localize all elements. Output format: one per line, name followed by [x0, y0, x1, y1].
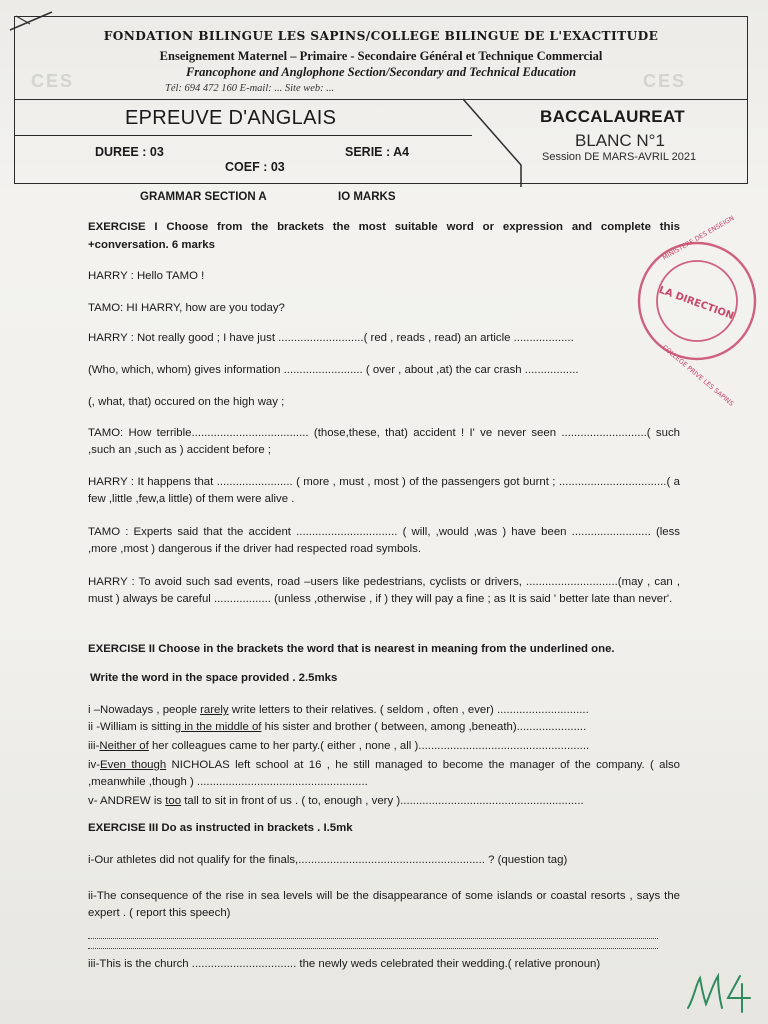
exercise-3-item: ii-The consequence of the rise in sea levels will be the disappearance of some islands or coastal resorts , says the expert . ( report this speech) — [88, 890, 680, 919]
exercise-2-item — [88, 704, 589, 716]
svg-text:MINISTERE DES ENSEIGN: MINISTERE DES ENSEIGN — [661, 214, 736, 262]
section-title: GRAMMAR SECTION A — [140, 191, 267, 203]
dialogue-line: (, what, that) occured on the high way ; — [88, 396, 285, 408]
dialogue-paragraph: HARRY : It happens that ........................ ( more , must , most ) of the passengers got burnt ; ..................................( a few ,little ,few,a little) of them were alive . — [88, 476, 680, 505]
section-marks: IO MARKS — [338, 191, 396, 203]
item-text: i –Nowadays , people — [88, 704, 201, 716]
series-label: SERIE : A4 — [345, 145, 410, 159]
logo-watermark-right: CES — [643, 71, 687, 91]
dialogue-paragraph: TAMO: How terrible..................................... (those,these, that) accident ! I' ve never seen ...........................( such ,such an ,such as ) accident before ; — [88, 427, 680, 456]
exercise-2-item — [88, 795, 584, 807]
dialogue-line: TAMO: HI HARRY, how are you today? — [88, 302, 285, 314]
bac-label: BACCALAUREAT — [540, 107, 685, 126]
svg-text:LA DIRECTION: LA DIRECTION — [657, 284, 736, 323]
underlined-word: Neither of — [99, 740, 149, 752]
item-text: tall to sit in front of us . ( to, enough , very ).......................................................... — [181, 795, 584, 807]
dialogue-line: HARRY : Hello TAMO ! — [88, 270, 205, 282]
coefficient-label: COEF : 03 — [225, 160, 285, 174]
item-text: his sister and brother ( between, among ,beneath)...................... — [261, 721, 587, 733]
exam-title: EPREUVE D'ANGLAIS — [125, 107, 337, 129]
header-box — [14, 16, 748, 184]
exercise-3-item: i-Our athletes did not qualify for the finals,........................................................... ? (question tag) — [88, 854, 568, 866]
dialogue-paragraph: TAMO : Experts said that the accident ................................ ( will, ,would ,was ) have been ......................... (less ,more ,most ) dangerous if the driver had respected road symbols. — [88, 526, 680, 555]
dialogue-line: HARRY : Not really good ; I have just ...........................( red , reads , read) an article ................... — [88, 332, 574, 344]
handwritten-mark — [684, 970, 756, 1014]
header-divider — [15, 99, 747, 100]
answer-line — [88, 938, 658, 939]
dialogue-line: (Who, which, whom) gives information ......................... ( over , about ,at) the car crash ................. — [88, 364, 579, 376]
session-label: Session DE MARS-AVRIL 2021 — [542, 151, 697, 163]
duration-label: DUREE : 03 — [95, 145, 164, 159]
dialogue-paragraph: HARRY : To avoid such sad events, road –users like pedestrians, cyclists or drivers, .............................(may , can , must ) always be careful .................. (unless ,otherwise , if ) they will pay a fine ; as It is said ' better late than never'. — [88, 576, 680, 605]
exercise-2-item — [88, 740, 589, 752]
exercise-2-item — [88, 757, 680, 791]
header-divider-left — [15, 135, 472, 136]
header-slant-line — [463, 99, 523, 187]
underlined-word: rarely — [200, 704, 229, 716]
item-text: iii- — [88, 740, 100, 752]
school-stamp — [634, 214, 760, 408]
answer-line — [88, 948, 658, 949]
item-text: write letters to their relatives. ( seldom , often , ever) ............................. — [228, 704, 589, 716]
exercise-2-item — [88, 721, 586, 733]
logo-watermark-left: CES — [31, 71, 75, 91]
item-text: v- ANDREW is — [88, 795, 166, 807]
underlined-word: Even though — [100, 759, 167, 771]
levels-line: Enseignement Maternel – Primaire - Secondaire Général et Technique Commercial — [159, 49, 603, 63]
exercise-2-title: EXERCISE II Choose in the brackets the word that is nearest in meaning from the underlined one. — [88, 643, 615, 655]
exercise-3-item: iii-This is the church ................................. the newly weds celebrated their wedding.( relative pronoun) — [88, 958, 601, 970]
exercise-2-subtitle: Write the word in the space provided . 2.5mks — [90, 672, 338, 684]
item-text: her colleagues came to her party.( either , none , all )...................................................... — [148, 740, 590, 752]
foundation-name: FONDATION BILINGUE LES SAPINS/COLLEGE BILINGUE DE L'EXACTITUDE — [103, 29, 659, 43]
blanc-label: BLANC N°1 — [575, 131, 665, 150]
svg-text:COLLEGE PRIVE LES SAPINS: COLLEGE PRIVE LES SAPINS — [660, 343, 736, 408]
underlined-word: in the middle of — [181, 721, 262, 733]
exercise-1-title: EXERCISE I Choose from the brackets the most suitable word or expression and complete this +conversation. 6 marks — [88, 221, 680, 251]
contact-line: Tél: 694 472 160 E-mail: ... Site web: ... — [165, 83, 335, 94]
item-text: iv- — [88, 759, 101, 771]
item-text: ii -William is sitting — [88, 721, 182, 733]
item-text: NICHOLAS left school at 16 , he still managed to become the manager of the company. ( also ,meanwhile ,though ) ...................................................... — [88, 759, 681, 788]
exercise-3-title: EXERCISE III Do as instructed in brackets . I.5mk — [88, 822, 353, 834]
sections-line: Francophone and Anglophone Section/Secondary and Technical Education — [185, 65, 577, 79]
underlined-word: too — [165, 795, 182, 807]
